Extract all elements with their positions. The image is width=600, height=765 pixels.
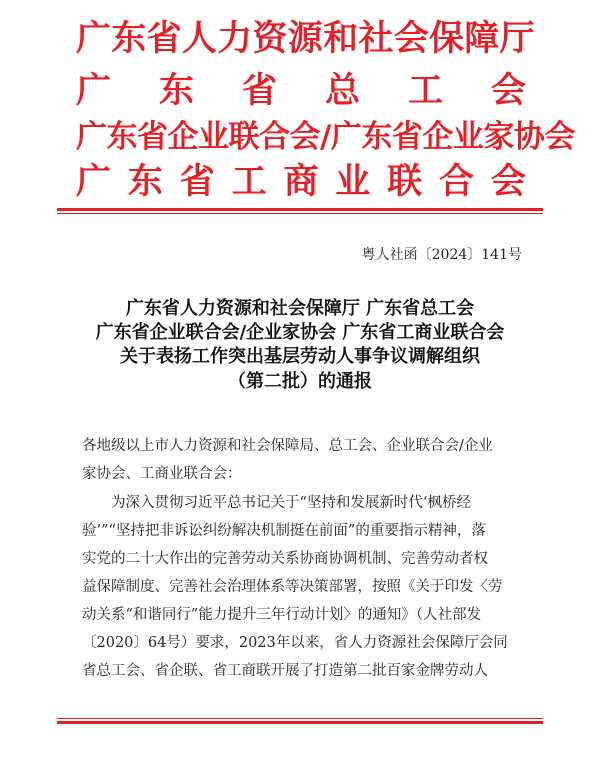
header-char: 商 <box>283 161 319 202</box>
header-char: 省 <box>179 161 215 202</box>
body-paragraph <box>82 489 526 685</box>
issuer-header-commerce <box>76 162 526 202</box>
header-char: 合 <box>439 161 475 202</box>
header-char: 广 <box>76 161 112 202</box>
header-char: 会 <box>490 161 526 202</box>
header-char: 省 <box>241 70 277 111</box>
salutation-line: 家协会、工商业联合会： <box>82 466 242 482</box>
header-char: 广 <box>76 70 112 111</box>
header-char: 东 <box>127 161 163 202</box>
issuer-header-enterprise: 广东省企业联合会/广东省企业家协会 <box>76 119 575 155</box>
paragraph-line: 动关系“和谐同行”能力提升三年行动计划〉的通知》（人社部发 <box>82 607 482 623</box>
paragraph-line: 益保障制度、完善社会治理体系等决策部署，按照《关于印发〈劳 <box>82 579 503 595</box>
header-divider-thin <box>57 213 543 214</box>
footer-divider-thin <box>57 718 543 719</box>
paragraph-line: 验’”“坚持把非诉讼纠纷解决机制挺在前面”的重要指示精神，落 <box>82 523 486 539</box>
paragraph-line: 实党的二十大作出的完善劳动关系协商协调机制、完善劳动者权 <box>82 551 488 567</box>
paragraph-line: 〔2020〕64号）要求，2023年以来，省人力资源社会保障厅会同 <box>82 635 508 651</box>
salutation <box>82 432 526 488</box>
document-title-line: 广东省人力资源和社会保障厅 广东省总工会 <box>125 298 475 319</box>
issuer-header-hrss: 广东省人力资源和社会保障厅 <box>76 18 535 59</box>
paragraph-line: 为深入贯彻习近平总书记关于“坚持和发展新时代‘枫桥经 <box>111 495 472 511</box>
salutation-line: 各地级以上市人力资源和社会保障局、总工会、企业联合会/企业 <box>82 438 493 454</box>
footer-divider-thick <box>57 721 543 724</box>
header-char: 东 <box>158 70 194 111</box>
header-char: 工 <box>231 161 267 202</box>
header-char: 联 <box>387 161 423 202</box>
header-char: 业 <box>335 161 371 202</box>
document-title-line: （第二批）的通报 <box>228 371 372 392</box>
header-char: 总 <box>324 70 360 111</box>
paragraph-line: 省总工会、省企联、省工商联开展了打造第二批百家金牌劳动人 <box>82 663 488 679</box>
issuer-header-union <box>76 71 526 111</box>
document-number: 粤人社函〔2024〕141号 <box>361 247 522 263</box>
document-title-line: 关于表扬工作突出基层劳动人事争议调解组织 <box>120 346 480 367</box>
header-divider-thick <box>57 208 543 211</box>
header-char: 工 <box>407 70 443 111</box>
header-char: 会 <box>490 70 526 111</box>
document-title-line: 广东省企业联合会/企业家协会 广东省工商业联合会 <box>95 322 505 343</box>
